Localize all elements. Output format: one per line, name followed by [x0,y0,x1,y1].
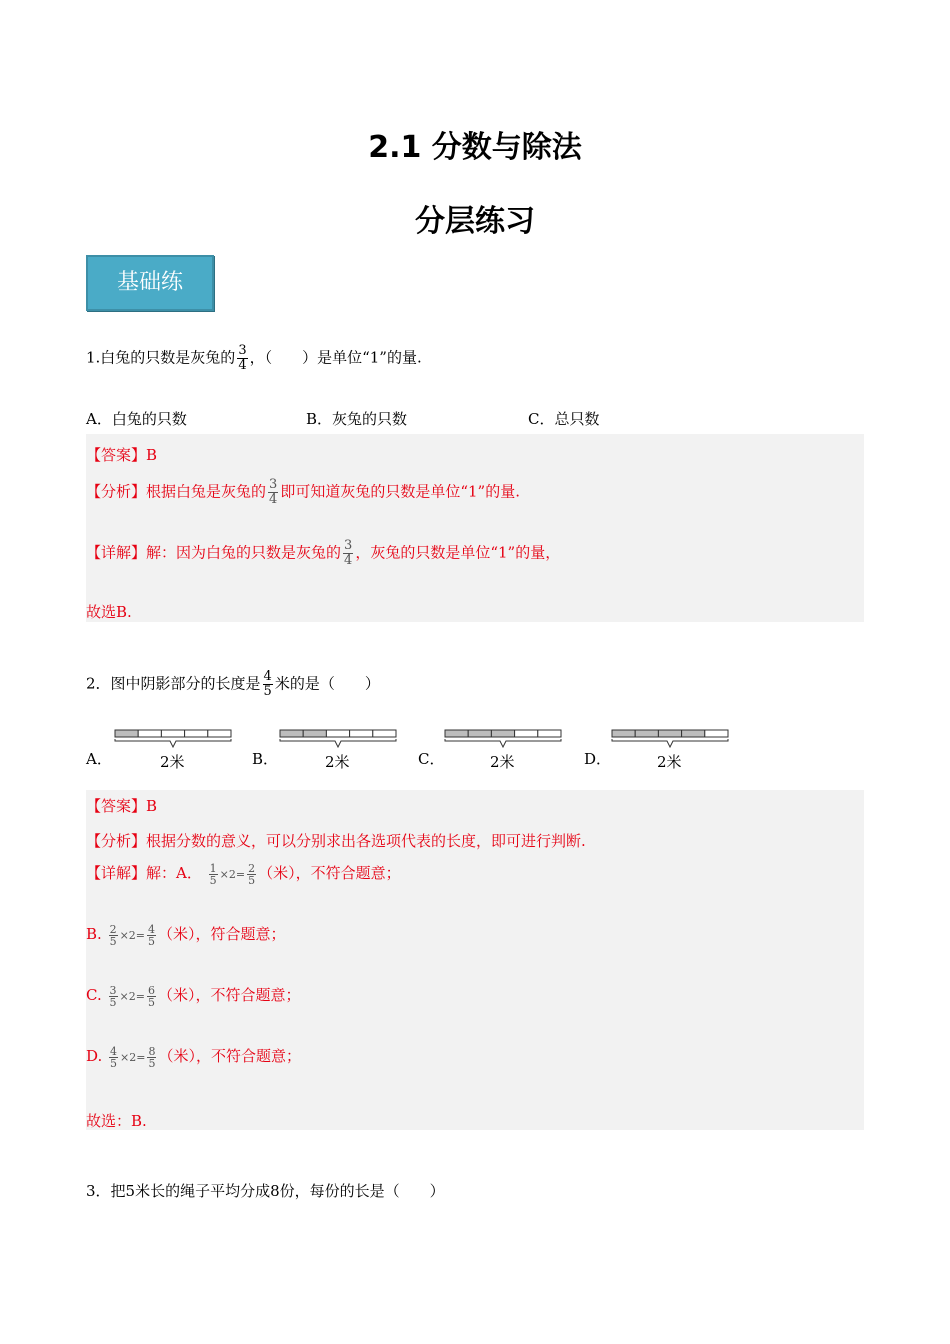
shaded-segment [303,730,326,737]
brace [612,739,728,747]
operand-fraction [109,985,118,1008]
q1-analysis [86,478,520,507]
q1-detail-fraction [343,539,353,568]
row-prefix: B. [86,925,102,943]
shaded-segment [658,730,681,737]
frac-numerator: 3 [269,477,278,492]
q1-fraction [237,344,247,373]
analysis-text: 根据白兔是灰兔的 [146,482,267,501]
q1-answer-box [86,434,864,622]
frac-numerator: 3 [238,343,247,358]
page-subtitle: 分层练习 [415,204,535,239]
q1-stem-tail: ，（ ）是单位“1”的量. [249,348,422,367]
ruler-svg [444,728,562,750]
q1-conclusion: 故选B. [86,603,132,621]
row-text: （米），符合题意； [158,925,286,943]
empty-segment [373,730,396,737]
analysis-tag: 【分析】 [86,482,147,501]
result-fraction [247,863,256,886]
shaded-segment [682,730,705,737]
q1-answer [86,444,157,465]
analysis-text-tail: 即可知道灰兔的只数是单位“1”的量. [280,482,520,501]
multiply-expression: ×2= [119,928,146,942]
section-badge: 基础练 [86,255,214,311]
answer-tag: 【答案】 [86,797,147,815]
brace [115,739,231,747]
analysis-tag: 【分析】 [86,832,147,850]
frac-denominator: 5 [148,1056,156,1070]
q2-stem [86,670,380,699]
detail-text: 解：A． [146,864,202,882]
q2-stem-text: 2．图中阴影部分的长度是 [86,674,261,693]
q1-detail [86,539,560,568]
shaded-segment [280,730,303,737]
q2-detail-row-d [86,1045,301,1069]
frac-denominator: 5 [148,934,156,948]
q2-ruler-a-caption: 2米 [160,753,185,771]
shaded-segment [445,730,468,737]
answer-value: B [146,446,158,464]
frac-denominator: 5 [147,995,155,1009]
frac-numerator: 4 [110,1044,118,1058]
q2-option-a-label: A． [86,750,112,768]
row-text: （米），不符合题意； [158,1047,301,1065]
empty-segment [208,730,231,737]
q2-ruler-c-caption: 2米 [490,753,515,771]
q1-stem-text: 1.白兔的只数是灰兔的 [86,348,236,367]
operand-fraction [109,924,118,947]
q2-stem-tail: 米的是（ ） [274,674,380,693]
ruler-svg [279,728,397,750]
result-fraction [147,985,156,1008]
ruler-svg [114,728,232,750]
detail-text: 解：因为白兔的只数是灰兔的 [146,543,342,562]
q2-answer [86,795,157,816]
operand-fraction [109,1046,118,1069]
q2-detail-row-c [86,984,300,1008]
brace [445,739,561,747]
q1-option-b: B．灰兔的只数 [306,410,408,428]
shaded-segment [468,730,491,737]
frac-denominator: 4 [238,358,247,373]
frac-numerator: 4 [148,922,156,936]
shaded-segment [115,730,138,737]
shaded-segment [612,730,635,737]
empty-segment [161,730,184,737]
empty-segment [705,730,728,737]
brace [280,739,396,747]
multiply-expression: ×2= [119,989,145,1003]
empty-segment [538,730,561,737]
q1-option-c: C．总只数 [528,410,600,428]
operand-fraction [209,863,218,886]
q2-detail-row-a [86,862,401,886]
frac-denominator: 5 [248,873,256,887]
empty-segment [350,730,373,737]
empty-segment [515,730,538,737]
empty-segment [138,730,161,737]
frac-denominator: 4 [269,492,278,507]
q1-option-a: A．白兔的只数 [86,410,187,428]
frac-numerator: 2 [248,861,256,875]
q2-option-d-label: D． [584,750,612,768]
row-prefix: D. [86,1047,103,1065]
multiply-expression: ×2= [219,867,246,881]
result-fraction [147,1046,156,1069]
ruler-svg [611,728,729,750]
q3-stem: 3．把5米长的绳子平均分成8份，每份的长是（ ） [86,1182,445,1200]
frac-numerator: 1 [209,861,217,875]
frac-denominator: 5 [263,684,272,699]
empty-segment [185,730,208,737]
frac-numerator: 6 [147,983,155,997]
shaded-segment [491,730,514,737]
detail-text-tail: ，灰兔的只数是单位“1”的量， [355,543,561,562]
row-text: （米），不符合题意； [258,864,401,882]
frac-numerator: 2 [109,922,117,936]
q2-detail-row-b [86,923,286,947]
answer-value: B [146,797,158,815]
row-prefix: C. [86,986,102,1004]
frac-numerator: 4 [263,669,272,684]
q1-analysis-fraction [268,478,278,507]
page-title: 2.1 分数与除法 [368,130,582,165]
detail-tag: 【详解】 [86,543,147,562]
answer-tag: 【答案】 [86,446,147,464]
q2-ruler-b-caption: 2米 [325,753,350,771]
detail-tag: 【详解】 [86,864,147,882]
q2-fraction [263,670,273,699]
frac-denominator: 5 [209,873,217,887]
q2-conclusion: 故选：B. [86,1112,147,1130]
frac-numerator: 3 [109,983,117,997]
frac-numerator: 8 [148,1044,156,1058]
analysis-text: 根据分数的意义，可以分别求出各选项代表的长度，即可进行判断. [146,832,586,850]
multiply-expression: ×2= [120,1050,146,1064]
result-fraction [147,924,156,947]
frac-denominator: 5 [110,1056,118,1070]
frac-denominator: 4 [344,553,353,568]
q2-option-c-label: C． [418,750,445,768]
frac-denominator: 5 [109,995,117,1009]
q2-option-b-label: B． [252,750,279,768]
q1-stem [86,344,422,373]
frac-denominator: 5 [109,934,117,948]
empty-segment [326,730,349,737]
shaded-segment [635,730,658,737]
q2-analysis [86,830,586,851]
frac-numerator: 3 [344,538,353,553]
q2-ruler-d-caption: 2米 [657,753,682,771]
row-text: （米），不符合题意； [157,986,301,1004]
